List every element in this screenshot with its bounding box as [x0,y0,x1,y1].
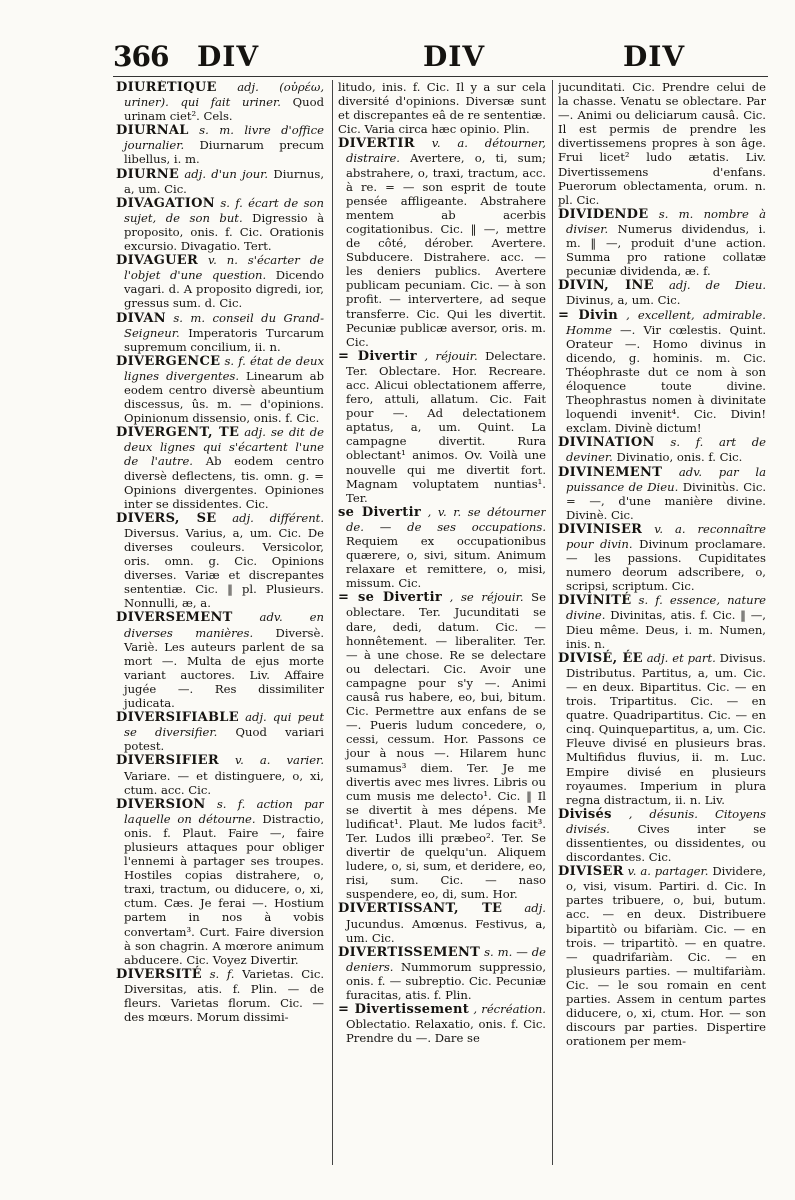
entry-latin-equivalent: Distractio, onis. f. Plaut. Faire —, faire plusieurs attaques pour obliger l'ennemi à partager ses troupes. Hostiles copias distrahere, o, traxi, tractum, ou diducere, o, xi, ctum. Cæs. Je ferai —. Hostium partem in nos à vobis convertam³. Curt. Faire diversion à son chagrin. A mœrore animum abducere. Cic. Voyez Divertir. [124,811,324,967]
entry-definition: adj. d'un jour. [184,166,269,181]
entry-latin-equivalent: Delectare. Ter. Oblectare. Hor. Recreare. acc. Alicui oblectationem afferre, fero, attuli, allatum. Cic. Fait pour —. Ad delectationem aptatus, a, um. Quint. La campagne divertit. Rura oblectant¹ animos. Ov. Voilà une nouvelle qui me divertit fort. Magnam voluptatem nuntias¹. Ter. [346,348,546,505]
dictionary-column-2 [338,80,546,1165]
dictionary-entry [558,308,766,436]
dictionary-entry [116,797,324,967]
dictionary-entry [116,967,324,1024]
entry-latin-equivalent: Varietas. Cic. Diversitas, atis. f. Plin. — de fleurs. Varietas florum. Cic. — des mœurs. Morum dissimi- [124,966,324,1025]
entry-headword: DIVISER [558,864,624,880]
entry-headword: DIVIN, INE [558,278,654,294]
entry-definition: , excellent, admirable. Homme —. [566,307,766,337]
entry-headword: DIVERSIFIABLE [116,710,239,726]
entry-headword: DIURNE [116,166,180,182]
entry-latin-equivalent: Linearum ab eodem centro diversè abeuntium discessus, ûs. m. — d'opinions. Opinionum dissensio, onis. f. Cic. [124,368,324,426]
entry-latin-equivalent: Diversus. Varius, a, um. Cic. De diverses couleurs. Versicolor, oris. omn. g. Cic. Opinions diverses. Variæ et discrepantes sententiæ. Cic. ‖ pl. Plusieurs. Nonnulli, æ, a. [124,525,324,611]
dictionary-entry [116,354,324,425]
entry-headword: DIVERGENT, TE [116,425,240,441]
dictionary-entry [558,864,766,1048]
entry-headword: Divisés [558,806,612,822]
entry-definition: , désunis. Citoyens divisés. [566,806,766,836]
entry-headword: DIVERSITÉ [116,966,202,982]
dictionary-entry [116,511,324,611]
entry-definition: s. m. conseil du Grand-Seigneur. [124,310,324,340]
header-rule [113,76,768,77]
entry-headword: DIVAGATION [116,195,215,211]
dictionary-entry [116,710,324,753]
dictionary-entry [116,167,324,196]
entry-headword: se Divertir [338,504,421,520]
entry-definition: adv. par la puissance de Dieu. [566,464,766,494]
entry-headword: DIVAN [116,310,166,326]
entry-headword: DIVERSION [116,796,206,812]
entry-headword: DIVERTISSANT, TE [338,901,503,917]
dictionary-entry [558,522,766,593]
dictionary-entry [338,1002,546,1045]
entry-latin-equivalent: Nummorum suppressio, onis. f. — subreptio. Cic. Pecuniæ furacitas, atis. f. Plin. [346,959,546,1002]
guide-word-center: DIV [423,40,486,73]
entry-latin-equivalent: Se oblectare. Ter. Jucunditati se dare, dedi, datum. Cic. — honnêtement. — liberaliter. Ter. — à une chose. Re se delectare ou delectari. Cic. Avoir une campagne pour s'y —. Animi causâ rus habere, eo, bui, bitum. Cic. Permettre aux enfans de se —. Pueris ludum concedere, o, cessi, cessum. Hor. Passons ce jour à nous —. Hilarem hunc sumamus³ diem. Ter. Je me divertis avec mes livres. Libris ou cum musis me delecto¹. Cic. ‖ Il se divertit à mes dépens. Me ludificat¹. Plaut. Me ludos facit³. Ter. Ludos illi præbeo². Ter. Se divertir de quelqu'un. Aliquem ludere, o, si, sum, et deridere, eo, risi, sum. Cic. — naso suspendere, eo, di, sum. Hor. [346,590,546,902]
entry-definition: s. m. — de deniers. [346,944,546,974]
running-header [113,40,768,78]
entry-headword: = Divin [558,307,619,323]
entry-definition: v. a. partager. [627,864,709,879]
dictionary-entry [116,196,324,253]
page-number: 366 [113,40,169,73]
dictionary-entry [338,505,546,591]
dictionary-entry [338,590,546,901]
entry-headword: DIVERS, SE [116,510,217,526]
dictionary-entry [116,253,324,310]
entry-headword: DIVERTISSEMENT [338,944,481,960]
dictionary-entry [558,207,766,278]
guide-word-right: DIV [623,40,686,73]
entry-headword: DIURÉTIQUE [116,80,217,95]
dictionary-entry [116,753,324,796]
entry-latin-equivalent: Dividere, o, visi, visum. Partiri. d. Cic. In partes tribuere, o, bui, butum. acc. — en deux. Distribuere bipartitò ou bifariàm. Cic. — en trois. — tripartitò. — en quatre. — quadrifariàm. Cic. — en plusieurs parties. — multifariàm. Cic. — le sou romain en cent parties. Assem in centum partes diducere, o, xi, ctum. Hor. — son discours par parties. Dispertire orationem per mem- [566,864,766,1049]
dictionary-entry [558,80,766,207]
entry-definition: s. f. écart de son sujet, de son but. [124,195,324,225]
entry-definition: adj. qui peut se diversifier. [124,710,324,740]
entry-definition: adj. et part. [646,650,716,665]
entry-latin-equivalent: Divinitas, atis. f. Cic. ‖ —, Dieu même. Deus, i. m. Numen, inis. n. [566,608,766,651]
entry-latin-equivalent: Diurnarum precum libellus, i. m. [124,138,324,167]
dictionary-entry [558,593,766,650]
entry-definition: s. m. livre d'office journalier. [124,123,324,153]
entry-definition: , réjouir. [424,348,478,363]
entry-latin-equivalent: Variare. — et distinguere, o, xi, ctum. acc. Cic. [124,768,324,797]
entry-definition: adj. (οὐρέω, uriner). qui fait uriner. [124,80,324,110]
entry-latin-equivalent: Divisus. Distributus. Partitus, a, um. Cic. — en deux. Bipartitus. Cic. — en trois. Tripartitus. Cic. — en quatre. Quadripartitus. Cic. — en cinq. Quinquepartitus, a, um. Cic. Fleuve divisé en plusieurs bras. Multifidus fluvius, ii. m. Luc. Empire divisé en plusieurs royaumes. Imperium in plura regna distractum, ii. n. Liv. [566,650,766,807]
entry-latin-equivalent: Avertere, o, ti, sum; abstrahere, o, traxi, tractum, acc. à re. = — son esprit de toute pensée affligeante. Abstrahere mentem ab acerbis cogitationibus. Cic. ‖ —, mettre de côté, dérober. Avertere. Subducere. Distrahere. acc. — les deniers publics. Avertere publicam pecuniam. Cic. — à son profit. — intervertere, ad seque transferre. Cic. Qui les divertit. Pecuniæ publicæ aversor, oris. m. Cic. [346,151,546,349]
entry-headword: DIVERGENCE [116,353,221,369]
entry-headword: DIVISÉ, ÉE [558,650,643,666]
dictionary-column-1 [116,80,324,1165]
entry-headword: = se Divertir [338,590,443,606]
entry-definition: , se réjouir. [449,590,524,605]
entry-latin-equivalent: jucunditati. Cic. Prendre celui de la chasse. Venatu se oblectare. Par —. Animi ou deliciarum causâ. Cic. Il est permis de prendre les divertissemens propres à son âge. Frui licet² ludo ætatis. Liv. Divertissemens d'enfans. Puerorum oblectamenta, orum. n. pl. Cic. [558,80,766,207]
entry-definition: s. f. [209,966,235,981]
entry-latin-equivalent: Divinatio, onis. f. Cic. [616,450,743,465]
entry-headword: DIVINITÉ [558,593,632,609]
dictionary-entry [338,945,546,1002]
dictionary-column-3 [558,80,766,1165]
entry-latin-equivalent: Jucundus. Amœnus. Festivus, a, um. Cic. [346,916,546,945]
entry-headword: = Divertissement [338,1002,470,1018]
entry-latin-equivalent: Divinitùs. Cic. = —, d'une manière divine. Divinè. Cic. [566,479,766,522]
entry-headword: = Divertir [338,348,417,364]
entry-headword: DIVIDENDE [558,206,649,222]
dictionary-entry [338,901,546,944]
dictionary-entry [338,349,546,505]
dictionary-entry [116,80,324,123]
entry-definition: , récréation. [473,1002,546,1017]
dictionary-entry [116,311,324,354]
column-divider-1 [332,80,333,1165]
entry-latin-equivalent: Diversè. Variè. Les auteurs parlent de sa mort —. Multa de ejus morte variant auctores. Liv. Affaire jugée —. Res dissimiliter judicata. [124,625,324,711]
entry-definition: s. f. essence, nature divine. [566,593,766,623]
entry-definition: v. a. reconnaître pour divin. [566,521,766,551]
entry-latin-equivalent: Imperatoris Turcarum supremum concilium, ii. n. [124,325,324,354]
entry-latin-equivalent: Requiem ex occupationibus quærere, o, sivi, situm. Animum relaxare et remittere, o, misi, missum. Cic. [346,534,546,591]
entry-latin-equivalent: Cives inter se dissentientes, ou dissidentes, ou discordantes. Cic. [566,821,766,865]
entry-headword: DIVINATION [558,435,655,451]
entry-latin-equivalent: Divinum proclamare. — les passions. Cupiditates numero deorum adscribere, o, scripsi, scriptum. Cic. [566,537,766,594]
entry-latin-equivalent: litudo, inis. f. Cic. Il y a sur cela diversité d'opinions. Diversæ sunt et discrepantes eâ de re sententiæ. Cic. Varia circa hæc opinio. Plin. [338,80,546,137]
entry-definition: adj. [524,901,546,916]
dictionary-entry [558,651,766,807]
entry-latin-equivalent: Numerus dividendus, i. m. ‖ —, produit d'une action. Summa pro ratione collatæ pecuniæ dividenda, æ. f. [566,221,766,279]
dictionary-entry [558,435,766,464]
entry-latin-equivalent: Oblectatio. Relaxatio, onis. f. Cic. Prendre du —. Dare se [346,1017,546,1046]
entry-definition: v. n. s'écarter de l'objet d'une question. [124,253,324,283]
entry-definition: adj. de Dieu. [668,278,766,293]
entry-latin-equivalent: Diurnus, a, um. Cic. [124,166,324,196]
entry-latin-equivalent: Quod urinam ciet². Cels. [124,95,324,124]
entry-definition: v. a. détourner, distraire. [346,136,546,166]
entry-headword: DIVINISER [558,521,643,537]
entry-latin-equivalent: Vir cœlestis. Quint. Orateur —. Homo divinus in dicendo, g. hominis. m. Cic. Théophraste dut ce nom à son éloquence toute divine. Theophrastus nomen à divinitate loquendi invenit⁴. Cic. Divin! exclam. Divinè dictum! [566,322,766,436]
entry-headword: DIURNAL [116,123,189,139]
entry-headword: DIVERSEMENT [116,610,233,626]
dictionary-entry [116,610,324,710]
entry-definition: , v. r. se détourner de. — de ses occupations. [346,504,546,534]
entry-definition: s. m. nombre à diviser. [566,206,766,236]
entry-definition: adj. se dit de deux lignes qui s'écartent l'une de l'autre. [124,425,324,469]
entry-headword: DIVERSIFIER [116,753,219,769]
entry-definition: adv. en diverses manières. [124,610,324,640]
dictionary-entry [338,136,546,348]
entry-headword: DIVERTIR [338,136,415,152]
entry-definition: s. f. art de deviner. [566,435,766,465]
entry-headword: DIVAGUER [116,253,199,269]
guide-word-left: DIV [197,40,260,73]
dictionary-entry [558,278,766,307]
dictionary-entry [116,425,324,511]
column-divider-2 [552,80,553,1165]
entry-definition: s. f. état de deux lignes divergentes. [124,353,324,383]
entry-headword: DIVINEMENT [558,464,663,480]
dictionary-entry [338,80,546,136]
entry-definition: adj. différent. [232,510,324,525]
entry-latin-equivalent: Ab eodem centro diversè deflectens, tis. omn. g. = Opinions divergentes. Opiniones inter se dissidentes. Cic. [124,454,324,511]
dictionary-entry [558,465,766,522]
entry-definition: v. a. varier. [234,753,324,768]
dictionary-entry [558,807,766,864]
entry-latin-equivalent: Dicendo vagari. d. A proposito digredi, ior, gressus sum. d. Cic. [124,268,324,311]
entry-latin-equivalent: Quod variari potest. [124,725,324,754]
entry-definition: s. f. action par laquelle on détourne. [124,796,324,826]
entry-latin-equivalent: Digressio à proposito, onis. f. Cic. Orationis excursio. Divagatio. Tert. [124,210,324,254]
dictionary-entry [116,123,324,166]
entry-latin-equivalent: Divinus, a, um. Cic. [566,293,681,308]
